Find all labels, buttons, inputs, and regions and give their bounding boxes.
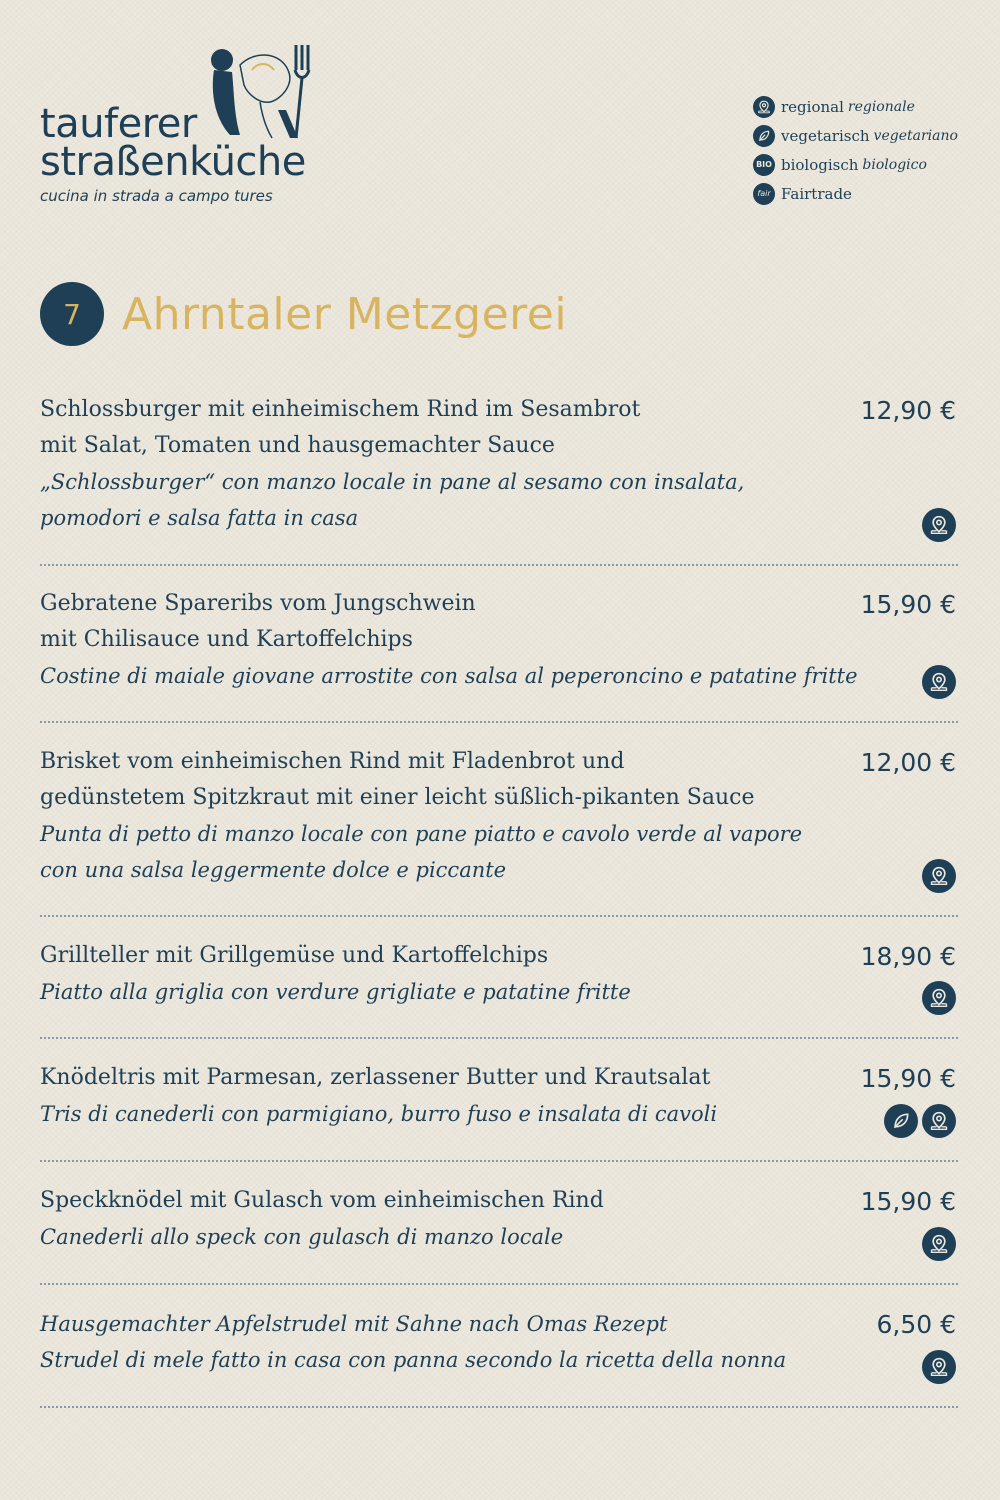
item-name-de: Hausgemachter Apfelstrudel mit Sahne nach Omas Rezept — [40, 1312, 668, 1336]
item-price: 12,00 € — [860, 748, 956, 777]
bio-icon: BIO — [753, 154, 775, 176]
item-name-it: con una salsa leggermente dolce e piccante — [40, 858, 507, 882]
menu-item — [40, 1060, 958, 1162]
location-pin-icon — [922, 981, 956, 1015]
item-price: 18,90 € — [860, 942, 956, 971]
item-name-de: Knödeltris mit Parmesan, zerlassener Butter und Krautsalat — [40, 1065, 711, 1090]
item-price: 6,50 € — [876, 1310, 956, 1339]
item-name-de: Brisket vom einheimischen Rind mit Fladenbrot und — [40, 749, 625, 774]
brand-name-line1: tauferer — [40, 101, 197, 147]
item-icons — [922, 1350, 956, 1384]
item-name-it: Costine di maiale giovane arrostite con salsa al peperoncino e patatine fritte — [40, 664, 858, 688]
brand-name-line2: straßenküche — [40, 139, 306, 185]
item-price: 15,90 € — [860, 1064, 956, 1093]
location-pin-icon — [922, 859, 956, 893]
legend-label: regional — [781, 97, 844, 116]
icon-legend — [753, 92, 993, 208]
item-name-de: Grillteller mit Grillgemüse und Kartoffelchips — [40, 943, 549, 968]
location-pin-icon — [922, 508, 956, 542]
legend-item-vegetarian — [753, 121, 993, 150]
item-name-it: Piatto alla griglia con verdure grigliate e patatine fritte — [40, 980, 631, 1004]
location-pin-icon — [922, 1104, 956, 1138]
location-pin-icon — [922, 665, 956, 699]
item-name-de: Speckknödel mit Gulasch vom einheimischen Rind — [40, 1188, 604, 1213]
brand-logo — [40, 40, 320, 210]
legend-label-it: regionale — [847, 98, 915, 115]
item-name-it: „Schlossburger“ con manzo locale in pane al sesamo con insalata, — [40, 470, 745, 494]
menu-item — [40, 744, 958, 917]
item-name-it: Punta di petto di manzo locale con pane piatto e cavolo verde al vapore — [40, 822, 803, 846]
section-heading — [40, 282, 567, 346]
fairtrade-icon: fair — [753, 183, 775, 205]
menu-item-list — [40, 392, 958, 1408]
item-name-de: mit Chilisauce und Kartoffelchips — [40, 627, 413, 652]
location-pin-icon — [753, 96, 775, 118]
item-icons — [922, 981, 956, 1015]
brand-subtitle: cucina in strada a campo tures — [40, 187, 273, 205]
item-icons — [884, 1104, 956, 1138]
legend-item-regional — [753, 92, 993, 121]
section-number-badge: 7 — [40, 282, 104, 346]
item-icons — [922, 1227, 956, 1261]
legend-label-it: biologico — [862, 156, 927, 173]
menu-item — [40, 938, 958, 1039]
menu-item — [40, 392, 958, 566]
leaf-icon — [884, 1104, 918, 1138]
legend-item-bio — [753, 150, 993, 179]
location-pin-icon — [922, 1350, 956, 1384]
item-price: 15,90 € — [860, 1187, 956, 1216]
item-price: 12,90 € — [860, 396, 956, 425]
menu-item — [40, 1183, 958, 1285]
item-name-it: Canederli allo speck con gulasch di manzo locale — [40, 1225, 564, 1249]
legend-item-fairtrade — [753, 179, 993, 208]
item-name-it: Tris di canederli con parmigiano, burro fuso e insalata di cavoli — [40, 1102, 718, 1126]
section-title: Ahrntaler Metzgerei — [122, 288, 568, 340]
leaf-icon — [753, 125, 775, 147]
item-name-de: Schlossburger mit einheimischem Rind im Sesambrot — [40, 397, 641, 422]
item-icons — [922, 859, 956, 893]
item-name-de: gedünstetem Spitzkraut mit einer leicht süßlich-pikanten Sauce — [40, 785, 755, 810]
item-price: 15,90 € — [860, 590, 956, 619]
item-name-it: Strudel di mele fatto in casa con panna secondo la ricetta della nonna — [40, 1348, 787, 1372]
item-name-de: Gebratene Spareribs vom Jungschwein — [40, 591, 476, 616]
menu-item — [40, 1306, 958, 1408]
item-icons — [922, 508, 956, 542]
location-pin-icon — [922, 1227, 956, 1261]
legend-label: Fairtrade — [781, 184, 852, 203]
item-icons — [922, 665, 956, 699]
menu-item — [40, 586, 958, 723]
item-name-de: mit Salat, Tomaten und hausgemachter Sauce — [40, 433, 555, 458]
chef-illustration-icon — [200, 40, 320, 140]
legend-label-it: vegetariano — [873, 127, 958, 144]
item-name-it: pomodori e salsa fatta in casa — [40, 506, 359, 530]
legend-label: vegetarisch — [781, 126, 870, 145]
legend-label: biologisch — [781, 155, 859, 174]
